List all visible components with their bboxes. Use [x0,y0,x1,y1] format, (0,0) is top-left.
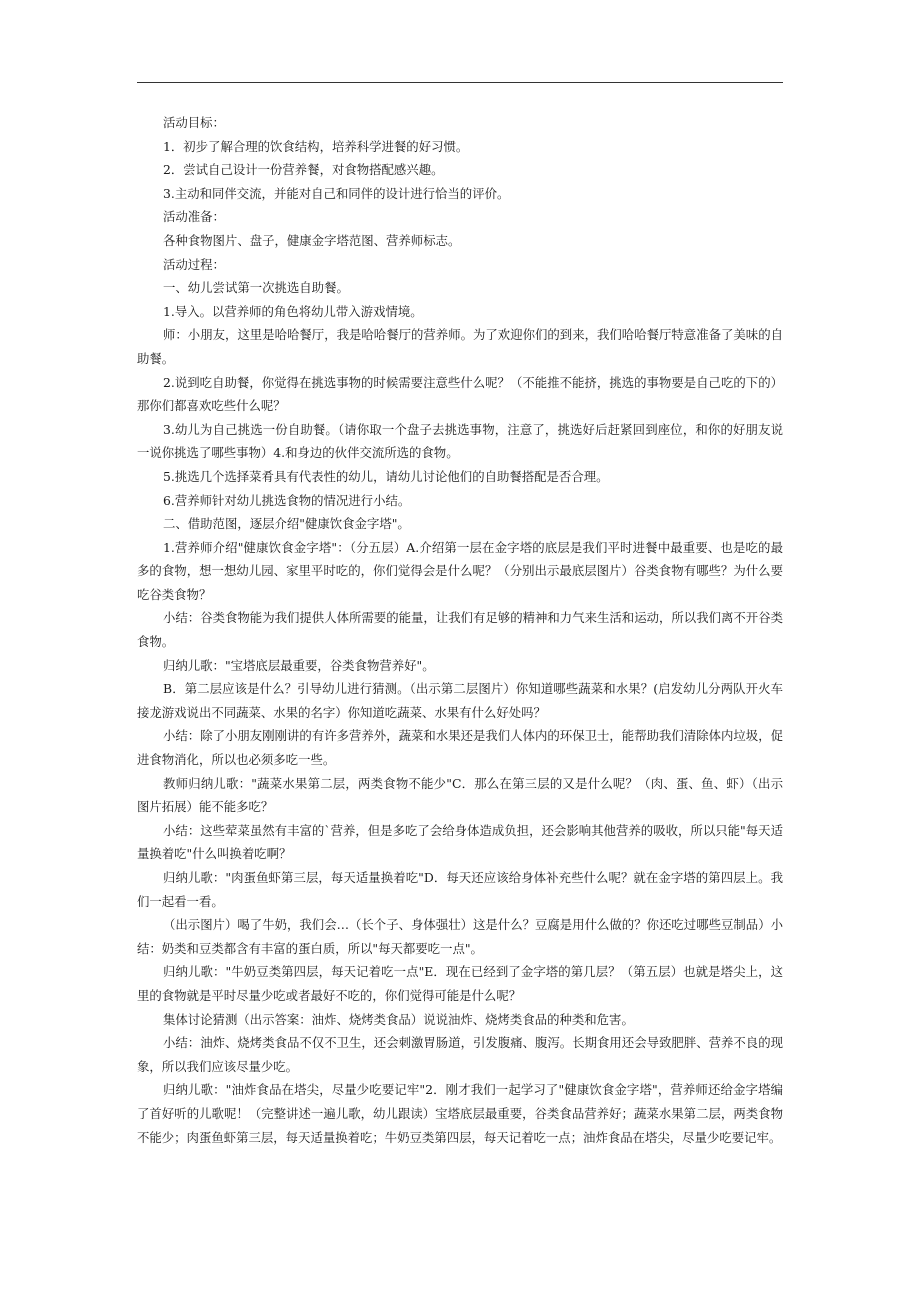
paragraph: 归纳儿歌："肉蛋鱼虾第三层，每天适量换着吃"D．每天还应该给身体补充些什么呢？就在金字塔的第四层上。我们一起看一看。 [137,870,783,909]
paragraph: 活动目标： [163,115,225,130]
header-rule [137,82,783,83]
paragraph: 5.挑选几个选择菜肴具有代表性的幼儿，请幼儿讨论他们的自助餐搭配是否合理。 [163,468,609,484]
paragraph: 小结：这些荤菜虽然有丰富的`营养，但是多吃了会给身体造成负担，还会影响其他营养的吸收，所以只能"每天适量换着吃"什么叫换着吃啊？ [137,822,783,862]
paragraph: 小结：油炸、烧烤类食品不仅不卫生，还会刺激胃肠道，引发腹痛、腹泻。长期食用还会导致肥胖、营养不良的现象，所以我们应该尽量少吃。 [137,1035,783,1074]
paragraph: B．第二层应该是什么？引导幼儿进行猜测。（出示第二层图片）你知道哪些蔬菜和水果？(启发幼儿分两队开火车接龙游戏说出不同蔬菜、水果的名字）你知道吃蔬菜、水果有什么好处吗？ [137,681,783,720]
document-body [137,111,783,1149]
paragraph: 小结：谷类食物能为我们提供人体所需要的能量，让我们有足够的精神和力气来生活和运动，所以我们离不开谷类食物。 [137,610,783,650]
paragraph: 归纳儿歌："宝塔底层最重要，谷类食物营养好"。 [163,657,435,673]
paragraph: 活动过程： [163,256,225,272]
paragraph: 1．初步了解合理的饮食结构，培养科学进餐的好习惯。 [163,138,469,154]
paragraph: 2．尝试自己设计一份营养餐，对食物搭配感兴趣。 [163,162,444,178]
paragraph: 活动准备： [163,209,225,225]
paragraph: 教师归纳儿歌："蔬菜水果第二层，两类食物不能少"C．那么在第三层的又是什么呢？（肉、蛋、鱼、虾）（出示图片拓展）能不能多吃？ [137,775,783,815]
paragraph: 2.说到吃自助餐，你觉得在挑选事物的时候需要注意些什么呢？（不能推不能挤，挑选的事物要是自己吃的下的）那你们都喜欢吃些什么呢？ [137,374,783,414]
paragraph: 二、借助范图，逐层介绍"健康饮食金字塔"。 [163,516,410,532]
paragraph: 归纳儿歌："油炸食品在塔尖，尽量少吃要记牢"2．刚才我们一起学习了"健康饮食金字塔"，营养师还给金字塔编了首好听的儿歌呢！（完整讲述一遍儿歌，幼儿跟读）宝塔底层最重要，谷类食品营养好；蔬菜水果第二层，两类食物不能少；肉蛋鱼虾第三层，每天适量换着吃；牛奶豆类第四层，每天记着吃一点；油炸食品在塔尖，尽量少吃要记牢。 [137,1082,783,1145]
paragraph: 归纳儿歌："牛奶豆类第四层，每天记着吃一点"E．现在已经到了金字塔的第几层？（第五层）也就是塔尖上，这里的食物就是平时尽量少吃或者最好不吃的，你们觉得可能是什么呢？ [137,964,783,1003]
paragraph: 3.幼儿为自己挑选一份自助餐。（请你取一个盘子去挑选事物，注意了，挑选好后赶紧回到座位，和你的好朋友说一说你挑选了哪些事物）4.和身边的伙伴交流所选的食物。 [137,421,783,461]
paragraph: 6.营养师针对幼儿挑选食物的情况进行小结。 [163,492,411,508]
paragraph: 3.主动和同伴交流，并能对自己和同伴的设计进行恰当的评价。 [163,185,510,201]
paragraph: 集体讨论猜测（出示答案：油炸、烧烤类食品）说说油炸、烧烤类食品的种类和危害。 [163,1011,634,1027]
paragraph: 1.导入。以营养师的角色将幼儿带入游戏情境。 [163,303,423,319]
paragraph: 一、幼儿尝试第一次挑选自助餐。 [163,280,349,296]
paragraph: 师：小朋友，这里是哈哈餐厅，我是哈哈餐厅的营养师。为了欢迎你们的到来，我们哈哈餐厅特意准备了美味的自助餐。 [137,327,783,366]
paragraph: 1.营养师介绍"健康饮食金字塔"：（分五层）A.介绍第一层在金字塔的底层是我们平时进餐中最重要、也是吃的最多的食物，想一想幼儿园、家里平时吃的，你们觉得会是什么呢？（分别出示最底层图片）谷类食物有哪些？为什么要吃谷类食物？ [137,539,783,602]
paragraph: 各种食物图片、盘子，健康金字塔范图、营养师标志。 [163,232,461,248]
paragraph: 小结：除了小朋友刚刚讲的有许多营养外，蔬菜和水果还是我们人体内的环保卫士，能帮助我们清除体内垃圾，促进食物消化，所以也必须多吃一些。 [137,728,783,768]
paragraph: （出示图片）喝了牛奶，我们会…（长个子、身体强壮）这是什么？豆腐是用什么做的？你还吃过哪些豆制品）小结：奶类和豆类都含有丰富的蛋白质，所以"每天都要吃一点"。 [137,917,783,956]
